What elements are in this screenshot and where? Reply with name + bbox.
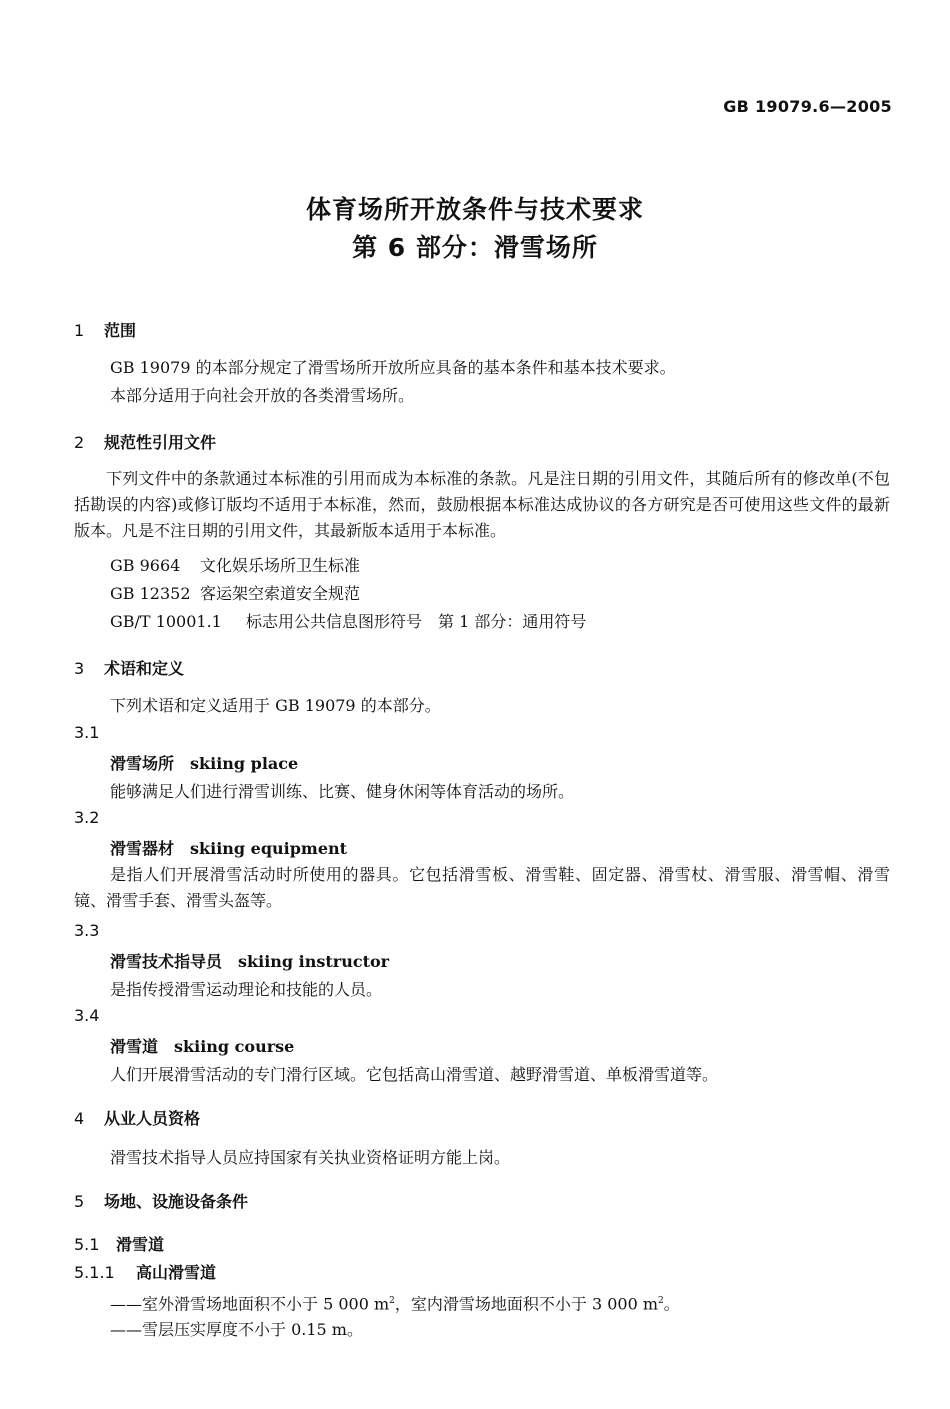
- term-number: 3.3: [74, 921, 100, 940]
- term-title: [110, 1034, 294, 1057]
- subsection-title: 高山滑雪道: [136, 1263, 217, 1282]
- reference-name: 标志用公共信息图形符号 第 1 部分：通用符号: [246, 612, 587, 631]
- paragraph: 滑雪技术指导人员应持国家有关执业资格证明方能上岗。: [110, 1148, 511, 1167]
- reference-item: [110, 609, 586, 635]
- term-definition: 是指人们开展滑雪活动时所使用的器具。它包括滑雪板、滑雪鞋、固定器、滑雪杖、滑雪服、滑雪帽、滑雪镜、滑雪手套、滑雪头盔等。: [74, 865, 890, 910]
- section-number: 4: [74, 1109, 85, 1128]
- subsection-number: 5.1.1: [74, 1263, 115, 1282]
- section-title: 术语和定义: [104, 659, 185, 678]
- standard-number: GB 19079.6—2005: [723, 97, 892, 116]
- superscript: 2: [389, 1296, 395, 1306]
- section-5-heading: [74, 1189, 248, 1212]
- term-definition: 是指传授滑雪运动理论和技能的人员。: [110, 980, 383, 999]
- section-number: 1: [74, 321, 85, 340]
- subsection-heading: [74, 1260, 216, 1283]
- term-en: skiing place: [190, 754, 299, 773]
- term-definition: 能够满足人们进行滑雪训练、比赛、健身休闲等体育活动的场所。: [110, 782, 575, 801]
- list-item: [110, 1288, 680, 1317]
- section-number: 3: [74, 659, 85, 678]
- paragraph: 下列术语和定义适用于 GB 19079 的本部分。: [110, 696, 441, 715]
- term-number: 3.4: [74, 1006, 100, 1025]
- paragraph: GB 19079 的本部分规定了滑雪场所开放所应具备的基本条件和基本技术要求。: [110, 358, 676, 377]
- section-3-heading: [74, 656, 184, 679]
- term-definition: 人们开展滑雪活动的专门滑行区域。它包括高山滑雪道、越野滑雪道、单板滑雪道等。: [110, 1065, 719, 1084]
- list-item-text: 。: [663, 1294, 680, 1314]
- reference-code: GB/T 10001.1: [110, 612, 222, 631]
- subsection-number: 5.1: [74, 1235, 100, 1254]
- reference-item: [110, 553, 360, 579]
- section-1-heading: [74, 318, 136, 341]
- subsection-heading: [74, 1232, 164, 1255]
- superscript: 2: [658, 1296, 664, 1306]
- list-item: ——雪层压实厚度不小于 0.15 m。: [110, 1320, 363, 1339]
- section-title: 规范性引用文件: [104, 433, 217, 452]
- section-title: 场地、设施设备条件: [104, 1192, 249, 1211]
- term-number: 3.1: [74, 723, 100, 742]
- section-title: 范围: [104, 321, 137, 340]
- section-title: 从业人员资格: [104, 1109, 201, 1128]
- section-4-heading: [74, 1106, 200, 1129]
- term-title: [110, 949, 389, 972]
- section-2-heading: [74, 430, 216, 453]
- term-en: skiing course: [174, 1037, 295, 1056]
- section-number: 5: [74, 1192, 85, 1211]
- subsection-title: 滑雪道: [116, 1235, 165, 1254]
- term-title: [110, 751, 298, 774]
- document-title: 体育场所开放条件与技术要求: [305, 195, 644, 224]
- reference-name: 文化娱乐场所卫生标准: [200, 556, 361, 575]
- reference-code: GB 12352: [110, 584, 191, 603]
- term-zh: 滑雪场所: [110, 754, 175, 773]
- term-zh: 滑雪技术指导员: [110, 952, 223, 971]
- paragraph: 下列文件中的条款通过本标准的引用而成为本标准的条款。凡是注日期的引用文件，其随后所有的修改单(不包括勘误的内容)或修订版均不适用于本标准，然而，鼓励根据本标准达成协议的各方研究是否可使用这些文件的最新版本。凡是不注日期的引用文件，其最新版本适用于本标准。: [74, 469, 890, 540]
- reference-item: [110, 581, 360, 607]
- term-zh: 滑雪器材: [110, 839, 175, 858]
- document-subtitle: 第 6 部分：滑雪场所: [352, 233, 598, 262]
- reference-code: GB 9664: [110, 556, 181, 575]
- list-item-text: ，室内滑雪场地面积不小于 3 000 m: [394, 1294, 659, 1314]
- list-item-text: ——室外滑雪场地面积不小于 5 000 m: [110, 1294, 390, 1314]
- paragraph: 本部分适用于向社会开放的各类滑雪场所。: [110, 386, 415, 405]
- term-title: [110, 836, 347, 859]
- reference-name: 客运架空索道安全规范: [200, 584, 361, 603]
- term-en: skiing instructor: [238, 952, 390, 971]
- term-number: 3.2: [74, 808, 100, 827]
- term-en: skiing equipment: [190, 839, 348, 858]
- section-number: 2: [74, 433, 85, 452]
- term-zh: 滑雪道: [110, 1037, 159, 1056]
